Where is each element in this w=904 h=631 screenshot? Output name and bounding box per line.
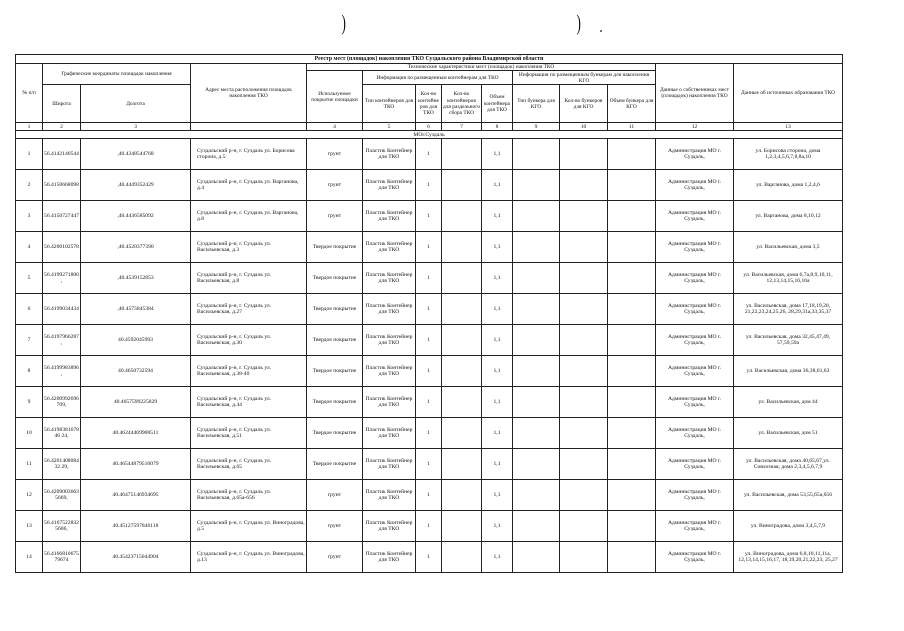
column-number: 3 [81, 123, 191, 131]
container-type-cell: Пластик Контейнер для ТКО [363, 263, 416, 294]
address-cell: Суздальский р-н, г. Суздаль ул. Васильевская, д.51 [191, 418, 307, 449]
sources-cell: ул. Васильевская, дома 40,65,67,ул. Cовхозная, дома 2,3,4,5,6,7,9 [734, 449, 843, 480]
longitude-cell: 40.46475146934695 [81, 480, 191, 511]
header-coords: Графические координаты площадок накопления [43, 64, 191, 85]
longitude-cell: 40.4650732594 [81, 356, 191, 387]
column-number: 11 [608, 123, 656, 131]
row-number: 11 [16, 449, 43, 480]
column-number: 7 [442, 123, 482, 131]
latitude-cell: 56.4142140544 [43, 139, 81, 170]
bunker-volume-cell [608, 449, 656, 480]
longitude-cell: ,40.4436585092 [81, 201, 191, 232]
address-cell: Суздальский р-н, г. Суздаль ул. Васильевская, д.65а-656 [191, 480, 307, 511]
row-number: 6 [16, 294, 43, 325]
bunker-volume-cell [608, 201, 656, 232]
latitude-cell: 56.419838167846 24, [43, 418, 81, 449]
bunker-volume-cell [608, 418, 656, 449]
longitude-cell: 40.45423715044904 [81, 542, 191, 573]
container-volume-cell: 1,1 [482, 263, 513, 294]
container-volume-cell: 1,1 [482, 511, 513, 542]
scan-mark-left: ) [341, 10, 346, 35]
container-volume-cell: 1,1 [482, 232, 513, 263]
bunker-type-cell [513, 232, 560, 263]
header-lat: Широта [43, 85, 81, 123]
sources-cell: ул. Васильевская, дом 51 [734, 418, 843, 449]
latitude-cell: 56.4150668098 [43, 170, 81, 201]
table-title: Реестр мест (площадок) накопления ТКО Суздальского района Владимирской области [16, 55, 843, 64]
address-cell: Суздальский р-н, г. Суздаль ул. Васильевская, д.27 [191, 294, 307, 325]
owner-cell: Администрация МО г. Суздаль, [656, 387, 734, 418]
latitude-cell: 56.4197966287, [43, 325, 81, 356]
table-row [16, 356, 843, 387]
bunker-volume-cell [608, 387, 656, 418]
header-tech: Технические характеристики мест (площадок) накопления ТКО [307, 64, 656, 71]
header-bunker-count: Кол-во бункеров для КГО [560, 85, 608, 123]
container-count-cell: 1 [416, 170, 442, 201]
container-volume-cell: 1,1 [482, 356, 513, 387]
latitude-cell: 56.41675228325606, [43, 511, 81, 542]
separate-count-cell [442, 170, 482, 201]
row-number: 14 [16, 542, 43, 573]
address-cell: Суздальский р-н, г. Суздаль ул. Васильевская, д.44 [191, 387, 307, 418]
container-type-cell: Пластик Контейнер для ТКО [363, 201, 416, 232]
container-count-cell: 1 [416, 542, 442, 573]
table-row [16, 325, 843, 356]
latitude-cell: 56.42090036635669, [43, 480, 81, 511]
container-volume-cell: 1,1 [482, 201, 513, 232]
container-volume-cell: 1,1 [482, 480, 513, 511]
separate-count-cell [442, 201, 482, 232]
container-count-cell: 1 [416, 480, 442, 511]
container-volume-cell: 1,1 [482, 387, 513, 418]
sources-cell: ул. Васильевская, дома 17,18,19,20, 21,22,23,24,25,26, 28,29,31а,33,35,37 [734, 294, 843, 325]
bunker-type-cell [513, 294, 560, 325]
latitude-cell: 56.420140808432 29, [43, 449, 81, 480]
bunker-count-cell [560, 294, 608, 325]
surface-cell: Твердое покрытие [307, 387, 363, 418]
bunker-volume-cell [608, 511, 656, 542]
owner-cell: Администрация МО г. Суздаль, [656, 511, 734, 542]
header-lon: Долгота [81, 85, 191, 123]
separate-count-cell [442, 294, 482, 325]
surface-cell: грунт [307, 480, 363, 511]
container-count-cell: 1 [416, 387, 442, 418]
row-number: 7 [16, 325, 43, 356]
container-count-cell: 1 [416, 263, 442, 294]
owner-cell: Администрация МО г. Суздаль, [656, 201, 734, 232]
separate-count-cell [442, 511, 482, 542]
container-type-cell: Пластик Контейнер для ТКО [363, 325, 416, 356]
container-type-cell: Пластик Контейнер для ТКО [363, 542, 416, 573]
owner-cell: Администрация МО г. Суздаль, [656, 232, 734, 263]
surface-cell: грунт [307, 511, 363, 542]
row-number: 1 [16, 139, 43, 170]
container-volume-cell: 1,1 [482, 294, 513, 325]
container-volume-cell: 1,1 [482, 170, 513, 201]
bunker-count-cell [560, 480, 608, 511]
owner-cell: Администрация МО г. Суздаль, [656, 356, 734, 387]
container-type-cell: Пластик Контейнер для ТКО [363, 387, 416, 418]
surface-cell: грунт [307, 139, 363, 170]
header-containers-info: Информация по размещенным контейнерам для ТКО [363, 71, 513, 85]
latitude-cell: 56.4150727447 [43, 201, 81, 232]
bunker-type-cell [513, 263, 560, 294]
longitude-cell: ,40.4520377390 [81, 232, 191, 263]
container-type-cell: Пластик Контейнер для ТКО [363, 139, 416, 170]
sources-cell: ул. Борисова сторона, дома 1,2,3,4,5,6,7,8,8а,10 [734, 139, 843, 170]
bunker-type-cell [513, 139, 560, 170]
header-container-sep: Кол-во контейнеров для раздельного сбора ТКО [442, 85, 482, 123]
header-bunkers-info: Информация по размещенным бункерам для накопления КГО [513, 71, 656, 85]
sources-cell: ул. Васильевская, дом 44 [734, 387, 843, 418]
container-type-cell: Пластик Контейнер для ТКО [363, 418, 416, 449]
separate-count-cell [442, 387, 482, 418]
address-cell: Суздальский р-н, г. Суздаль ул. Васильевская, д.65 [191, 449, 307, 480]
sources-cell: ул. Васильевская, дома 3,5 [734, 232, 843, 263]
container-count-cell: 1 [416, 511, 442, 542]
surface-cell: Твердое покрытие [307, 325, 363, 356]
separate-count-cell [442, 263, 482, 294]
bunker-type-cell [513, 542, 560, 573]
row-number: 4 [16, 232, 43, 263]
container-volume-cell: 1,1 [482, 449, 513, 480]
top-scan-marks [0, 12, 904, 42]
row-number: 10 [16, 418, 43, 449]
longitude-cell: ,40.4348544768 [81, 139, 191, 170]
column-number: 2 [43, 123, 81, 131]
bunker-count-cell [560, 139, 608, 170]
location-row: МОг.Суздаль [16, 131, 843, 139]
address-cell: Суздальский р-н, г. Суздаль ул. Васильевская, д.3 [191, 232, 307, 263]
container-volume-cell: 1,1 [482, 139, 513, 170]
latitude-cell: 56.4199983896, [43, 356, 81, 387]
separate-count-cell [442, 232, 482, 263]
address-cell: Суздальский р-н, г. Суздаль ул. Виноградова, д.5 [191, 511, 307, 542]
sources-cell: ул. Варганова, дома 1,2,4,6 [734, 170, 843, 201]
table-row [16, 170, 843, 201]
container-count-cell: 1 [416, 356, 442, 387]
column-number-row [16, 123, 843, 131]
column-number: 6 [416, 123, 442, 131]
latitude-cell: 56.4199271800, [43, 263, 81, 294]
container-count-cell: 1 [416, 201, 442, 232]
surface-cell: Твердое покрытие [307, 449, 363, 480]
header-bunker-vol: Объем бункера для КГО [608, 85, 656, 123]
column-number: 4 [307, 123, 363, 131]
table-row [16, 232, 843, 263]
container-type-cell: Пластик Контейнер для ТКО [363, 170, 416, 201]
row-number: 5 [16, 263, 43, 294]
address-cell: Суздальский р-н, г. Суздаль ул. Васильевская, д.38-40 [191, 356, 307, 387]
longitude-cell: 40.45127597846118 [81, 511, 191, 542]
bunker-volume-cell [608, 139, 656, 170]
latitude-cell: 56.4199034434 [43, 294, 81, 325]
surface-cell: грунт [307, 201, 363, 232]
sources-cell: ул. Васильевская, дома 36,38,61,63 [734, 356, 843, 387]
sources-cell: ул. Виноградова, дома 6,8,10,11,11а, 12,13,14,15,16,17, 18,19,20,21,22,23, 25,27 [734, 542, 843, 573]
bunker-count-cell [560, 387, 608, 418]
owner-cell: Администрация МО г. Суздаль, [656, 542, 734, 573]
bunker-type-cell [513, 387, 560, 418]
sources-cell: ул. Васильевская, дома 53,55,65а,656 [734, 480, 843, 511]
separate-count-cell [442, 449, 482, 480]
table-row [16, 201, 843, 232]
column-number: 10 [560, 123, 608, 131]
container-count-cell: 1 [416, 418, 442, 449]
separate-count-cell [442, 480, 482, 511]
sources-cell: ул. Васильевская, дома 32,45,47,49, 57,59,59а [734, 325, 843, 356]
container-type-cell: Пластик Контейнер для ТКО [363, 449, 416, 480]
bunker-volume-cell [608, 480, 656, 511]
owner-cell: Администрация МО г. Суздаль, [656, 418, 734, 449]
latitude-cell: 56.416681067579674 [43, 542, 81, 573]
header-surface: Используемое покрытие площадки [307, 71, 363, 123]
bunker-type-cell [513, 480, 560, 511]
row-number: 9 [16, 387, 43, 418]
container-type-cell: Пластик Контейнер для ТКО [363, 511, 416, 542]
bunker-type-cell [513, 511, 560, 542]
longitude-cell: ,40.4449352429 [81, 170, 191, 201]
address-cell: Суздальский р-н, г. Суздаль ул. Васильевская, д.30 [191, 325, 307, 356]
row-number: 8 [16, 356, 43, 387]
header-address: Адрес места расположения площадок накопления ТКО [191, 64, 307, 123]
latitude-cell: 56.4200992696709, [43, 387, 81, 418]
longitude-cell: 40.4592045993 [81, 325, 191, 356]
separate-count-cell [442, 356, 482, 387]
surface-cell: Твердое покрытие [307, 418, 363, 449]
owner-cell: Администрация МО г. Суздаль, [656, 139, 734, 170]
header-owner: Данные о собственниках мест (площадок) накопления ТКО [656, 64, 734, 123]
address-cell: Суздальский р-н, г. Суздаль ул. Борисова сторона, д.5 [191, 139, 307, 170]
table-row [16, 139, 843, 170]
bunker-count-cell [560, 356, 608, 387]
row-number: 2 [16, 170, 43, 201]
container-count-cell: 1 [416, 449, 442, 480]
column-number: 5 [363, 123, 416, 131]
bunker-volume-cell [608, 325, 656, 356]
table-row [16, 542, 843, 573]
bunker-type-cell [513, 325, 560, 356]
table-row [16, 294, 843, 325]
container-count-cell: 1 [416, 139, 442, 170]
bunker-count-cell [560, 511, 608, 542]
address-cell: Суздальский р-н, г. Суздаль ул. Васильевская, д.8 [191, 263, 307, 294]
bunker-volume-cell [608, 356, 656, 387]
header-container-vol: Объем контейнера для ТКО [482, 85, 513, 123]
sources-cell: ул. Виноградова, дома 3,4,5,7,9 [734, 511, 843, 542]
bunker-volume-cell [608, 232, 656, 263]
longitude-cell: 40.4657599225829 [81, 387, 191, 418]
scan-mark-right: ) [576, 10, 581, 35]
sources-cell: ул. Васильевская, дома 6,7а,8,9,10,11, 12,13,14,15,16,16а [734, 263, 843, 294]
row-number: 3 [16, 201, 43, 232]
surface-cell: Твердое покрытие [307, 263, 363, 294]
address-cell: Суздальский р-н, г. Суздаль ул. Варганова, д.4 [191, 170, 307, 201]
bunker-type-cell [513, 170, 560, 201]
container-count-cell: 1 [416, 294, 442, 325]
table-row [16, 263, 843, 294]
separate-count-cell [442, 325, 482, 356]
bunker-count-cell [560, 418, 608, 449]
owner-cell: Администрация МО г. Суздаль, [656, 325, 734, 356]
owner-cell: Администрация МО г. Суздаль, [656, 480, 734, 511]
container-type-cell: Пластик Контейнер для ТКО [363, 356, 416, 387]
longitude-cell: ,40.4575845384 [81, 294, 191, 325]
row-number: 13 [16, 511, 43, 542]
column-number [191, 123, 307, 131]
owner-cell: Администрация МО г. Суздаль, [656, 170, 734, 201]
latitude-cell: 56.4200102578 [43, 232, 81, 263]
table-row [16, 480, 843, 511]
container-type-cell: Пластик Контейнер для ТКО [363, 294, 416, 325]
column-number: 12 [656, 123, 734, 131]
address-cell: Суздальский р-н, г. Суздаль ул. Виноградова, д.13 [191, 542, 307, 573]
surface-cell: грунт [307, 170, 363, 201]
column-number: 13 [734, 123, 843, 131]
container-count-cell: 1 [416, 325, 442, 356]
bunker-count-cell [560, 263, 608, 294]
bunker-type-cell [513, 356, 560, 387]
bunker-volume-cell [608, 542, 656, 573]
bunker-count-cell [560, 232, 608, 263]
container-count-cell: 1 [416, 232, 442, 263]
header-container-count: Кол-во контейнеров для ТКО [416, 85, 442, 123]
separate-count-cell [442, 418, 482, 449]
table-row [16, 511, 843, 542]
registry-table [15, 54, 843, 573]
owner-cell: Администрация МО г. Суздаль, [656, 294, 734, 325]
bunker-count-cell [560, 449, 608, 480]
bunker-count-cell [560, 325, 608, 356]
container-type-cell: Пластик Контейнер для ТКО [363, 480, 416, 511]
separate-count-cell [442, 139, 482, 170]
bunker-type-cell [513, 449, 560, 480]
surface-cell: Твердое покрытие [307, 232, 363, 263]
header-sources: Данные об источниках образования ТКО [734, 64, 843, 123]
table-row [16, 418, 843, 449]
bunker-count-cell [560, 170, 608, 201]
column-number: 8 [482, 123, 513, 131]
header-container-type: Тип контейнеров для ТКО [363, 85, 416, 123]
container-volume-cell: 1,1 [482, 418, 513, 449]
container-volume-cell: 1,1 [482, 542, 513, 573]
scan-dot [600, 30, 602, 32]
header-num: № п/п [16, 64, 43, 123]
header-bunker-type: Тип бункера для КГО [513, 85, 560, 123]
column-number: 1 [16, 123, 43, 131]
container-type-cell: Пластик Контейнер для ТКО [363, 232, 416, 263]
bunker-volume-cell [608, 170, 656, 201]
bunker-count-cell [560, 542, 608, 573]
bunker-volume-cell [608, 294, 656, 325]
owner-cell: Администрация МО г. Суздаль, [656, 263, 734, 294]
table-row [16, 449, 843, 480]
column-number: 9 [513, 123, 560, 131]
surface-cell: Твердое покрытие [307, 356, 363, 387]
surface-cell: грунт [307, 542, 363, 573]
bunker-volume-cell [608, 263, 656, 294]
longitude-cell: 40.46544879516079 [81, 449, 191, 480]
longitude-cell: ,40.4539152853 [81, 263, 191, 294]
longitude-cell: 40.46244469900511 [81, 418, 191, 449]
surface-cell: Твердое покрытие [307, 294, 363, 325]
sources-cell: ул. Варганова, дома 8,10,12 [734, 201, 843, 232]
bunker-type-cell [513, 201, 560, 232]
table-row [16, 387, 843, 418]
separate-count-cell [442, 542, 482, 573]
bunker-type-cell [513, 418, 560, 449]
container-volume-cell: 1,1 [482, 325, 513, 356]
owner-cell: Администрация МО г. Суздаль, [656, 449, 734, 480]
address-cell: Суздальский р-н, г. Суздаль ул. Варганова, д.8 [191, 201, 307, 232]
bunker-count-cell [560, 201, 608, 232]
row-number: 12 [16, 480, 43, 511]
